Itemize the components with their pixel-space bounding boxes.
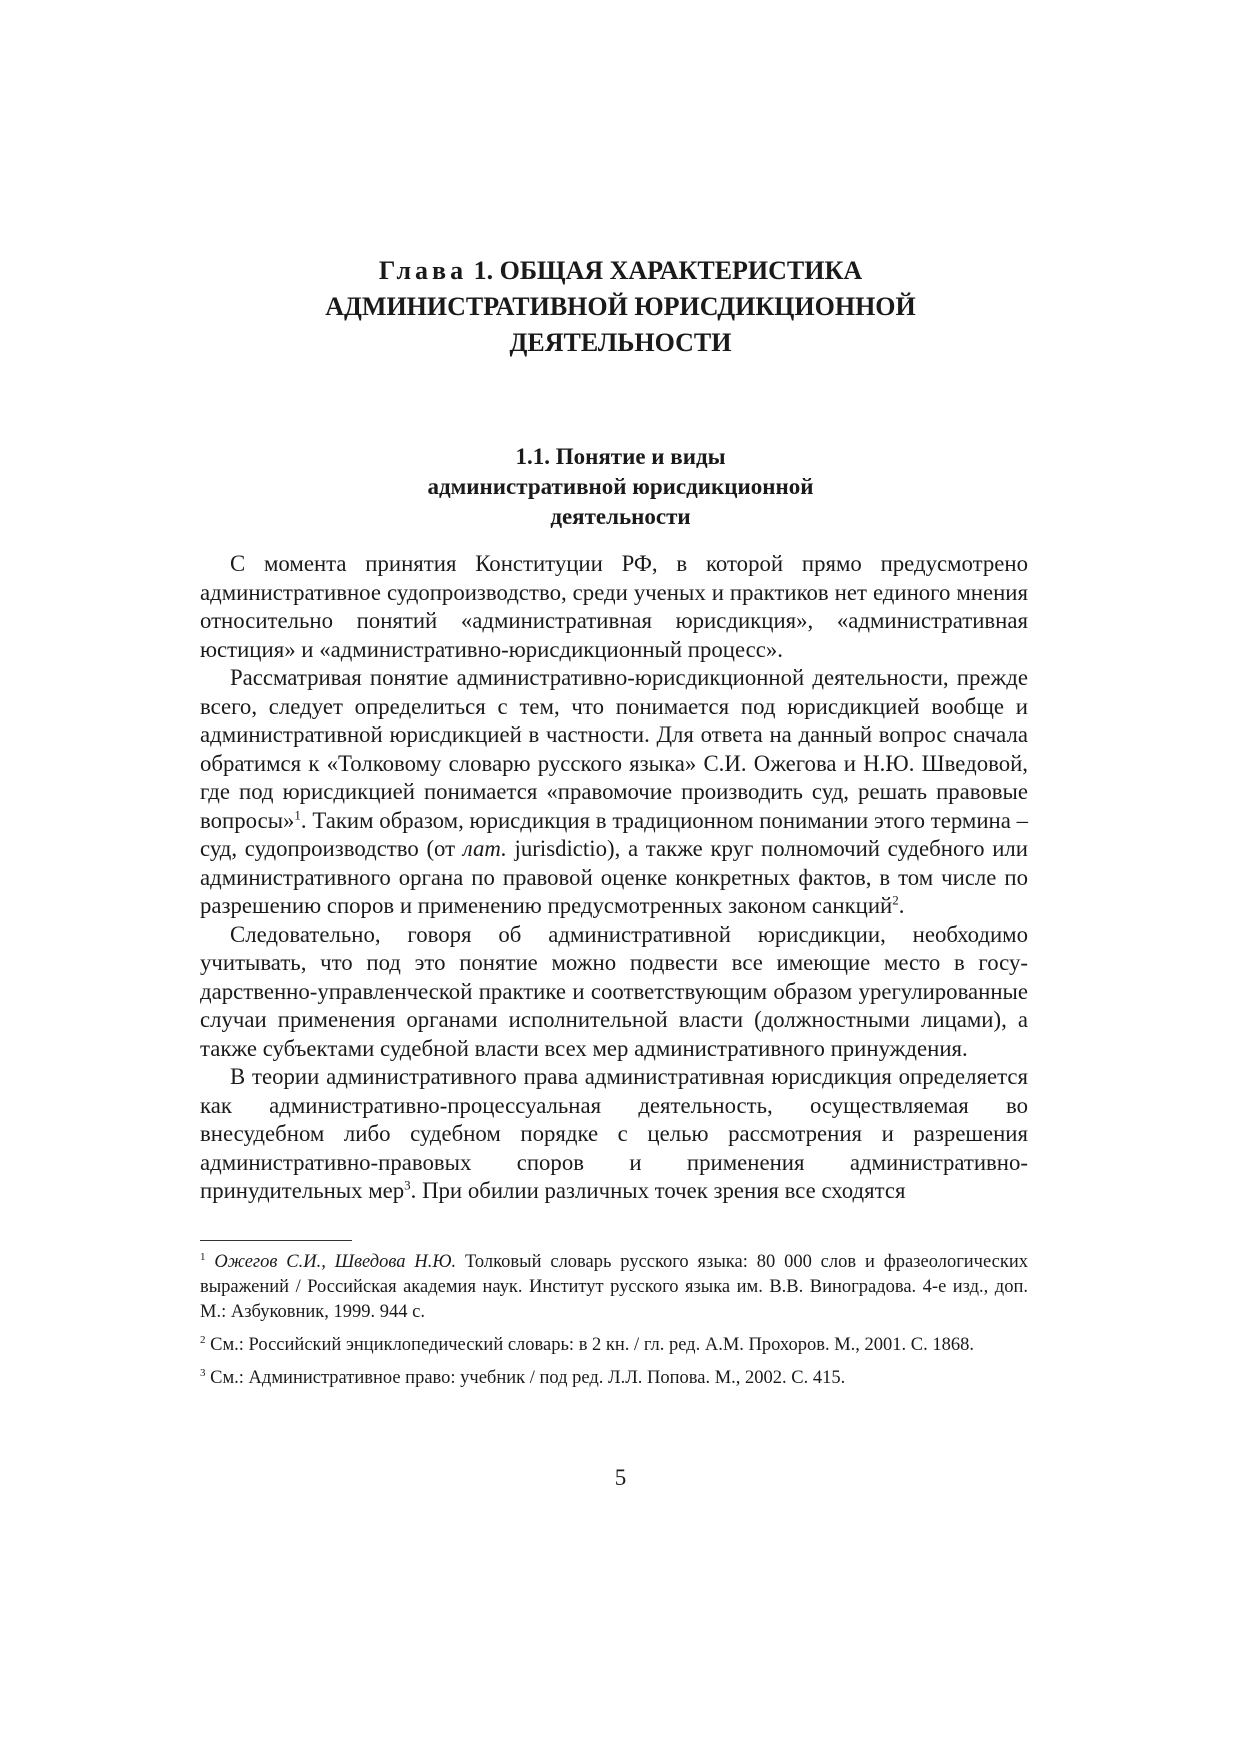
paragraph-4 <box>200 1063 1028 1206</box>
paragraph-4-part-b: . При обилии различных точек зрения все сходятся <box>410 1178 906 1203</box>
footnote-3-text: См.: Административное право: учебник / под ред. Л.Л. Попова. М., 2002. С. 415. <box>205 1368 846 1388</box>
body-text <box>200 550 1028 1206</box>
paragraph-2-part-c: jurisdictio), а также круг полномочий судебного или административного органа по правовой оценке конкретных фактов, в том числе по разрешению споров и применению предусмотренных законом санкций <box>200 836 1029 918</box>
paragraph-4-part-a: В теории административного права административная юрисдикция определяется как административно-процессуальная деятельность, осуществляемая во внесудебном либо судебном порядке с целью рассмотрения и разрешения административно-правовых споров и применения административно-принудительных мер <box>200 1064 1028 1203</box>
chapter-title-line3: ДЕЯТЕЛЬНОСТИ <box>509 328 732 357</box>
footnote-ref-2: 2 <box>892 892 899 908</box>
page-number: 5 <box>614 1465 627 1490</box>
footnote-3-number: 3 <box>200 1366 206 1379</box>
footnote-2 <box>200 1333 1028 1358</box>
footnote-ref-1: 1 <box>294 806 301 822</box>
footnote-1-number: 1 <box>200 1250 206 1263</box>
section-title-line3: деятельности <box>550 504 691 529</box>
footnote-2-text: См.: Российский энциклопедический словарь: в 2 кн. / гл. ред. А.М. Прохоров. М., 2001. С. 1868. <box>205 1335 974 1355</box>
paragraph-2-part-d: . <box>898 893 905 918</box>
chapter-heading <box>200 253 1041 361</box>
section-title-line2: административной юрисдикционной <box>427 474 814 499</box>
footnotes <box>200 1250 1028 1399</box>
section-title-line1: 1.1. Понятие и виды <box>515 444 726 469</box>
paragraph-3: Следовательно, говоря об административной юрисдикции, необходимо учитывать, что под это понятие можно подвести все имеющие место в государственно-управленческой практике и соответствующим образом урегулированные случаи применения органами исполнительной власти (должностными лицами), а также субъектами судебной власти всех мер административного принуждения. <box>200 921 1028 1061</box>
footnote-1 <box>200 1250 1028 1325</box>
footnote-divider <box>200 1240 352 1241</box>
paragraph-1: С момента принятия Конституции РФ, в которой прямо предусмотрено административное судопроизводство, среди ученых и практиков нет единого мнения относительно понятий «административная юрисдикция», «административная юстиция» и «административно-юрисдикционный процесс». <box>200 551 1028 662</box>
footnote-1-text: Толковый словарь русского языка: 80 000 слов и фразеологических выражений / Российская академия наук. Институт русского языка им. В.В. Виноградова. 4-е изд., доп. М.: Азбуковник, 1999. 944 с. <box>200 1252 1029 1322</box>
footnote-2-number: 2 <box>200 1333 206 1346</box>
section-heading <box>200 442 1041 532</box>
footnote-ref-3: 3 <box>404 1177 411 1193</box>
paragraph-2 <box>200 664 1028 921</box>
chapter-prefix: Глава <box>378 256 468 285</box>
paragraph-2-part-b: . Таким образом, юрисдикция в традиционном понимании этого термина – суд, судопроизводство (от <box>200 807 1028 861</box>
footnote-3 <box>200 1366 1028 1391</box>
footnote-1-authors: Ожегов С.И., Шведова Н.Ю. <box>214 1252 457 1272</box>
paragraph-2-part-a: Рассматривая понятие административно-юрисдикционной деятельности, прежде всего, следует определиться с тем, что понимается под юрисдикцией вообще и административной юрисдикцией в частности. Для ответа на данный вопрос сначала обратимся к «Толковому словарю русского языка» С.И. Ожегова и Н.Ю. Шведовой, где под юрисдикцией понимается «правомочие производить суд, решать правовые вопросы» <box>200 665 1028 833</box>
chapter-title-line1: 1. ОБЩАЯ ХАРАКТЕРИСТИКА <box>473 256 863 285</box>
paragraph-2-italic: лат. <box>462 836 507 861</box>
chapter-title-line2: АДМИНИСТРАТИВНОЙ ЮРИСДИКЦИОННОЙ <box>325 292 916 321</box>
